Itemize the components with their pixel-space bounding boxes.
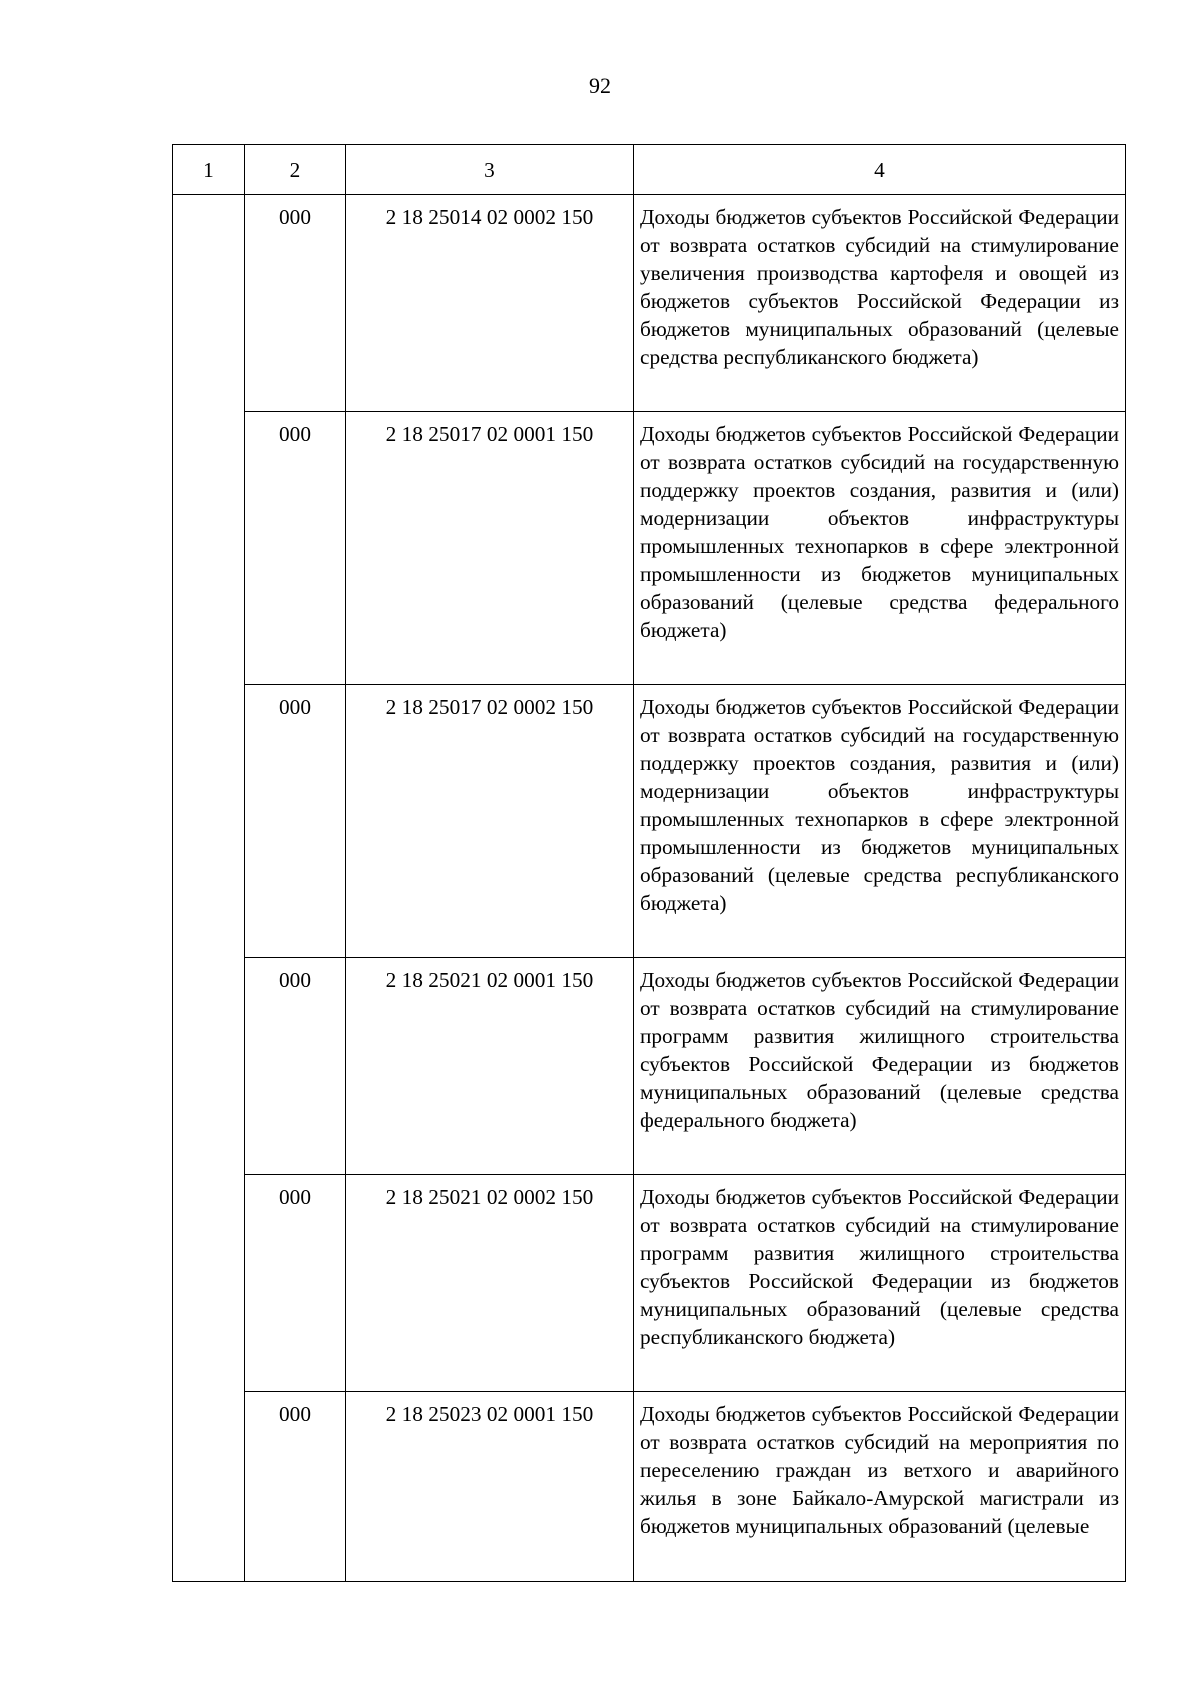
table-row <box>173 685 1126 958</box>
table-row <box>173 195 1126 412</box>
admin-code-cell: 000 <box>245 1175 346 1392</box>
description-cell: Доходы бюджетов субъектов Российской Федерации от возврата остатков субсидий на государственную поддержку проектов создания, развития и (или) модернизации объектов инфраструктуры промышленных технопарков в сфере электронной промышленности из бюджетов муниципальных образований (целевые средства республиканского бюджета) <box>634 685 1126 958</box>
revenue-code-cell: 2 18 25014 02 0002 150 <box>346 195 634 412</box>
description-cell: Доходы бюджетов субъектов Российской Федерации от возврата остатков субсидий на стимулирование увеличения производства картофеля и овощей из бюджетов субъектов Российской Федерации из бюджетов муниципальных образований (целевые средства республиканского бюджета) <box>634 195 1126 412</box>
header-col-4: 4 <box>634 145 1126 195</box>
description-cell: Доходы бюджетов субъектов Российской Федерации от возврата остатков субсидий на стимулирование программ развития жилищного строительства субъектов Российской Федерации из бюджетов муниципальных образований (целевые средства федерального бюджета) <box>634 958 1126 1175</box>
revenue-code-cell: 2 18 25021 02 0001 150 <box>346 958 634 1175</box>
table-row <box>173 958 1126 1175</box>
table-header-row <box>173 145 1126 195</box>
description-cell: Доходы бюджетов субъектов Российской Федерации от возврата остатков субсидий на мероприятия по переселению граждан из ветхого и аварийного жилья в зоне Байкало-Амурской магистрали из бюджетов муниципальных образований (целевые <box>634 1392 1126 1582</box>
admin-code-cell: 000 <box>245 195 346 412</box>
header-col-1: 1 <box>173 145 245 195</box>
revenue-codes-table <box>172 144 1126 1582</box>
admin-code-cell: 000 <box>245 1392 346 1582</box>
revenue-code-cell: 2 18 25017 02 0001 150 <box>346 412 634 685</box>
table-row <box>173 1175 1126 1392</box>
description-cell: Доходы бюджетов субъектов Российской Федерации от возврата остатков субсидий на стимулирование программ развития жилищного строительства субъектов Российской Федерации из бюджетов муниципальных образований (целевые средства республиканского бюджета) <box>634 1175 1126 1392</box>
revenue-code-cell: 2 18 25017 02 0002 150 <box>346 685 634 958</box>
table-row <box>173 1392 1126 1582</box>
header-col-3: 3 <box>346 145 634 195</box>
admin-code-cell: 000 <box>245 685 346 958</box>
page-number: 92 <box>589 73 611 98</box>
revenue-code-cell: 2 18 25021 02 0002 150 <box>346 1175 634 1392</box>
description-cell: Доходы бюджетов субъектов Российской Федерации от возврата остатков субсидий на государственную поддержку проектов создания, развития и (или) модернизации объектов инфраструктуры промышленных технопарков в сфере электронной промышленности из бюджетов муниципальных образований (целевые средства федерального бюджета) <box>634 412 1126 685</box>
revenue-code-cell: 2 18 25023 02 0001 150 <box>346 1392 634 1582</box>
header-col-2: 2 <box>245 145 346 195</box>
merged-empty-cell <box>173 195 245 1582</box>
table-row <box>173 412 1126 685</box>
admin-code-cell: 000 <box>245 412 346 685</box>
admin-code-cell: 000 <box>245 958 346 1175</box>
